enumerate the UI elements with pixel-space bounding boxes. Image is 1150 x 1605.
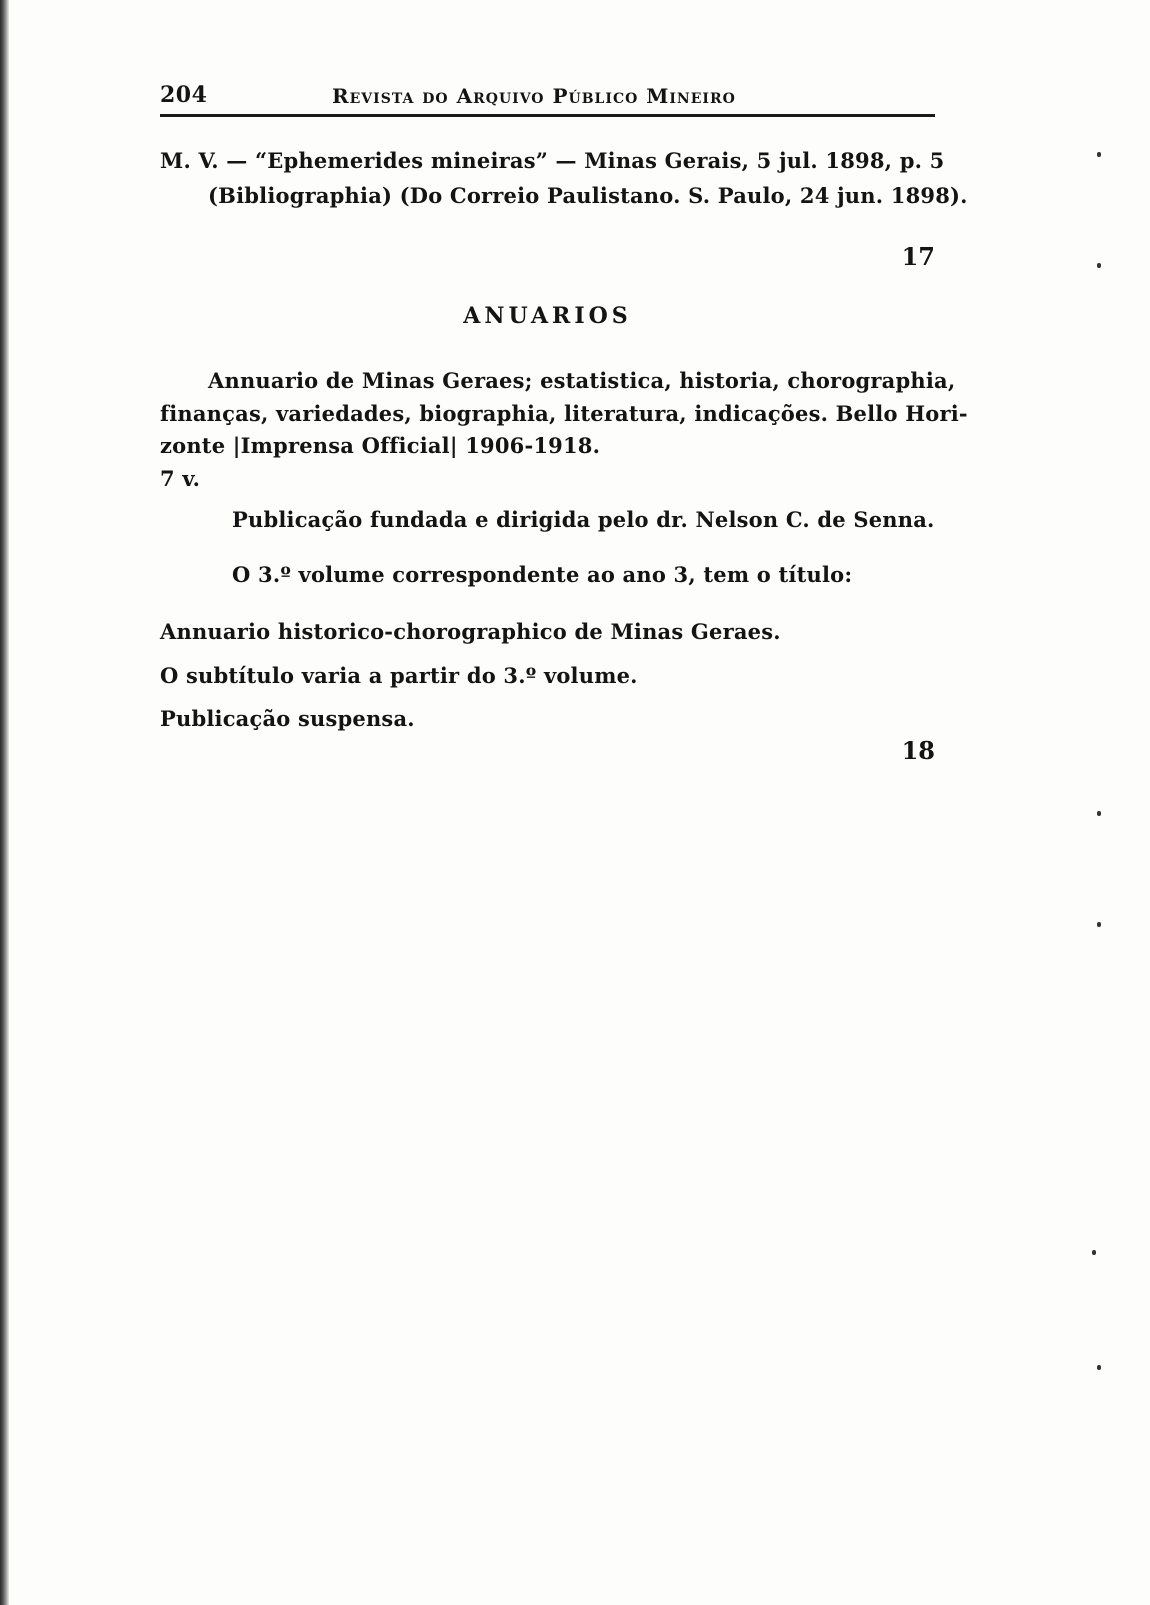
scan-speck [1097,1365,1101,1370]
scan-speck [1097,922,1101,927]
entry-18-line-1: Annuario de Minas Geraes; estatistica, historia, chorographia, [208,368,956,393]
page-number: 204 [160,82,208,108]
entry-18-line-3: zonte |Imprensa Official| 1906-1918. [160,433,601,458]
entry-17-line-1: M. V. — “Ephemerides mineiras” — Minas Gerais, 5 jul. 1898, p. 5 [160,148,945,173]
entry-17-line-2: (Bibliographia) (Do Correio Paulistano. S. Paulo, 24 jun. 1898). [208,183,968,208]
entry-number-17: 17 [901,242,935,271]
entry-18-alt-title: Annuario historico-chorographico de Minas Geraes. [160,619,781,644]
running-title: Revista do Arquivo Público Mineiro [332,84,736,108]
scan-speck [1097,152,1101,157]
scan-speck [1097,263,1101,268]
page-header [160,82,935,117]
entry-18-note-suspended: Publicação suspensa. [160,706,415,731]
binding-edge [0,0,9,1605]
scan-speck [1097,811,1101,816]
scan-speck [1092,1250,1096,1255]
section-heading: ANUARIOS [463,303,632,329]
entry-18-note-founder: Publicação fundada e dirigida pelo dr. Nelson C. de Senna. [232,507,935,532]
entry-18-volumes: 7 v. [160,466,201,491]
entry-18-note-subtitle: O subtítulo varia a partir do 3.º volume. [160,663,638,688]
entry-18-line-2: finanças, variedades, biographia, literatura, indicações. Bello Hori- [160,401,968,426]
entry-18-note-volume: O 3.º volume correspondente ao ano 3, tem o título: [232,562,853,587]
entry-number-18: 18 [901,736,935,765]
